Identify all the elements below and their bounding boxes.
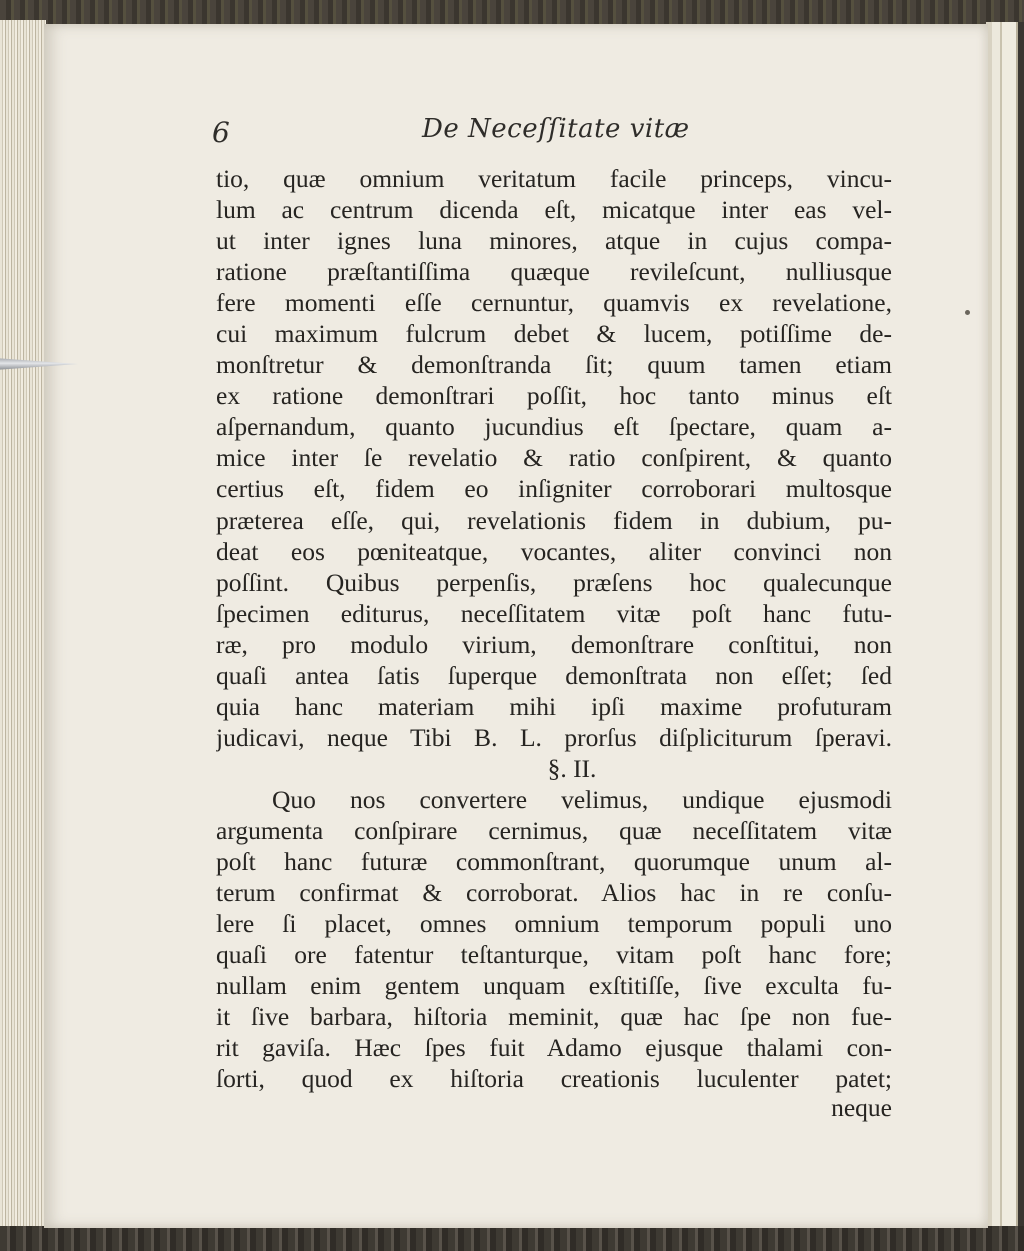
text-line: lere ſi placet, omnes omnium temporum populi uno [216,909,892,939]
text-line: judicavi, neque Tibi B. L. prorſus diſpliciturum ſperavi. [216,722,892,752]
page-stack-left [0,20,46,1235]
text-line: quia hanc materiam mihi ipſi maxime profuturam [216,691,892,721]
ink-speck [965,310,970,315]
text-line: ræ, pro modulo virium, demonſtrare conſtitui, non [216,629,892,659]
text-line: cui maximum fulcrum debet & lucem, potiſſime de- [216,319,892,349]
catchword: neque [831,1093,892,1122]
text-line: ex ratione demonſtrari poſſit, hoc tanto minus eſt [216,381,892,411]
text-line: ratione præſtantiſſima quæque revileſcunt, nulliusque [216,257,892,287]
text-line: quaſi ore fatentur teſtanturque, vitam poſt hanc fore; [216,940,892,970]
text-line: terum confirmat & corroborat. Alios hac in re conſu- [216,878,892,908]
text-line: Quo nos convertere velimus, undique ejusmodi [272,784,892,814]
text-line: monſtretur & demonſtranda ſit; quum tamen etiam [216,350,892,380]
running-head [212,114,912,154]
text-line: rit gaviſa. Hæc ſpes fuit Adamo ejusque thalami con- [216,1033,892,1063]
text-line: it ſive barbara, hiſtoria meminit, quæ hac ſpe non fue- [216,1002,892,1032]
text-line: quaſi antea ſatis ſuperque demonſtrata non eſſet; ſed [216,660,892,690]
text-line: ut inter ignes luna minores, atque in cujus compa- [216,226,892,256]
text-line: præterea eſſe, qui, revelationis fidem in dubium, pu- [216,505,892,535]
page-number: 6 [212,116,230,149]
running-head-title: De Neceſſitate vitæ [422,114,690,144]
book-cover-bottom-edge [0,1226,1024,1251]
text-line: mice inter ſe revelatio & ratio conſpirent, & quanto [216,443,892,473]
text-line: fere momenti eſſe cernuntur, quamvis ex revelatione, [216,288,892,318]
text-line: certius eſt, fidem eo inſigniter corroborari multosque [216,474,892,504]
text-line: tio, quæ omnium veritatum facile princeps, vincu- [216,164,892,193]
text-line: argumenta conſpirare cernimus, quæ neceſſitatem vitæ [216,815,892,845]
text-line: lum ac centrum dicenda eſt, micatque inter eas vel- [216,195,892,225]
text-line: ſorti, quod ex hiſtoria creationis luculenter patet; [216,1064,892,1094]
text-line: poſſint. Quibus perpenſis, præſens hoc qualecunque [216,567,892,597]
section-heading: §. II. [547,753,597,783]
text-line: poſt hanc futuræ commonſtrant, quorumque unum al- [216,847,892,877]
text-line: nullam enim gentem unquam exſtitiſſe, ſive exculta fu- [216,971,892,1001]
page-stack-right [986,22,1024,1232]
text-line: deat eos pœniteatque, vocantes, aliter convinci non [216,536,892,566]
text-line: ſpecimen editurus, neceſſitatem vitæ poſt hanc futu- [216,598,892,628]
text-line: aſpernandum, quanto jucundius eſt ſpectare, quam a- [216,412,892,442]
body-text [216,163,892,1094]
